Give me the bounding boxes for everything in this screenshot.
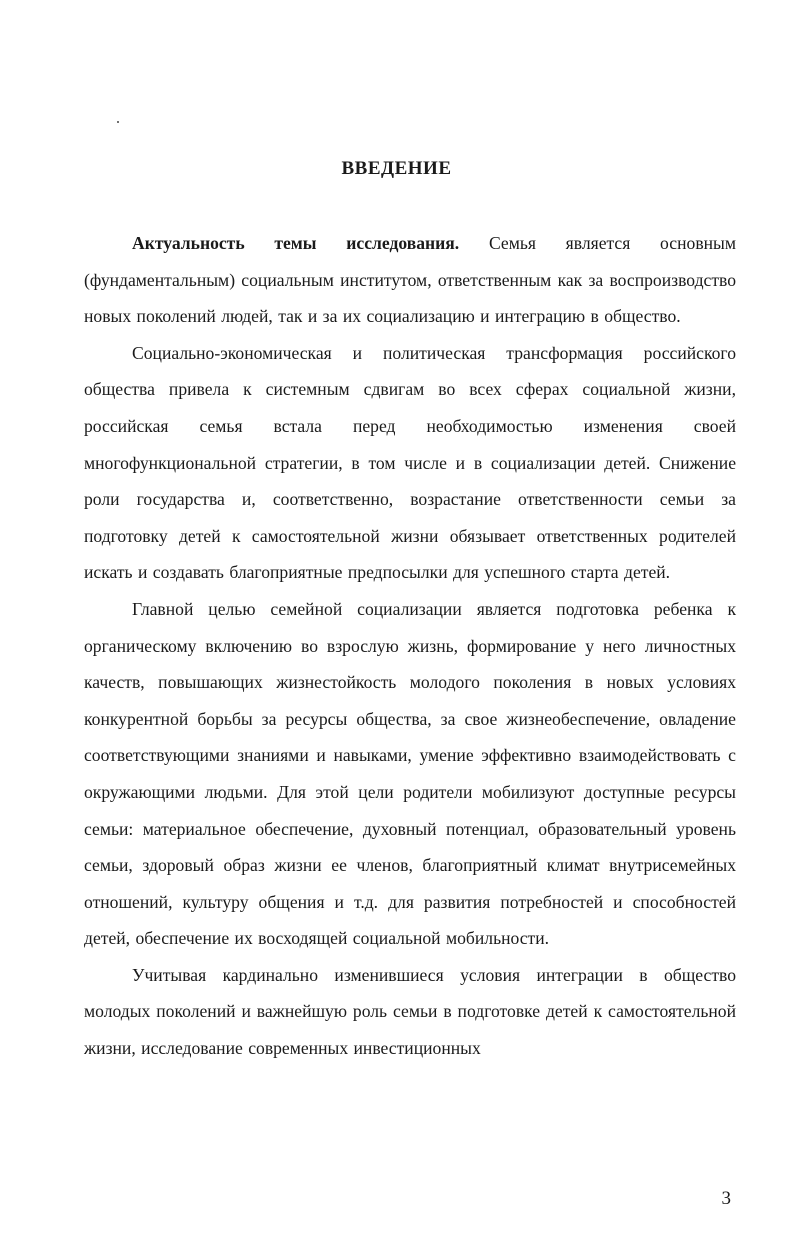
body-text — [84, 225, 736, 1067]
paragraph-relevance — [84, 225, 736, 335]
paragraph-research-context: Учитывая кардинально изменившиеся условия интеграции в общество молодых поколений и важнейшую роль семьи в подготовке детей к самостоятельной жизни, исследование современных инвестиционных — [84, 964, 736, 1059]
paragraph-lead: Актуальность темы исследования. — [132, 233, 460, 253]
page-title: ВВЕДЕНИЕ — [341, 158, 452, 179]
paragraph-transformation: Социально-экономическая и политическая трансформация российского общества привела к системным сдвигам во всех сферах социальной жизни, российская семья встала перед необходимостью изменения своей многофункциональной стратегии, в том числе и в социализации детей. Снижение роли государства и, соответственно, возрастание ответственности семьи за подготовку детей к самостоятельной жизни обязывает ответственных родителей искать и создавать благоприятные предпосылки для успешного старта детей. — [84, 342, 736, 583]
paragraph-socialization-goal: Главной целью семейной социализации является подготовка ребенка к органическому включению во взрослую жизнь, формирование у него личностных качеств, повышающих жизнестойкость молодого поколения в новых условиях конкурентной борьбы за ресурсы общества, за свое жизнеобеспечение, овладение соответствующими знаниями и навыками, умение эффективно взаимодействовать с окружающими людьми. Для этой цели родители мобилизуют доступные ресурсы семьи: материальное обеспечение, духовный потенциал, образовательный уровень семьи, здоровый образ жизни ее членов, благоприятный климат внутрисемейных отношений, культуру общения и т.д. для развития потребностей и способностей детей, обеспечение их восходящей социальной мобильности. — [84, 598, 736, 949]
paragraph-text: Семья является основным (фундаментальным) социальным институтом, ответственным как за воспроизводство новых поколений людей, так и за их социализацию и интеграцию в общество. — [84, 233, 736, 327]
page-number: 3 — [721, 1188, 731, 1209]
scan-speck — [117, 121, 119, 123]
